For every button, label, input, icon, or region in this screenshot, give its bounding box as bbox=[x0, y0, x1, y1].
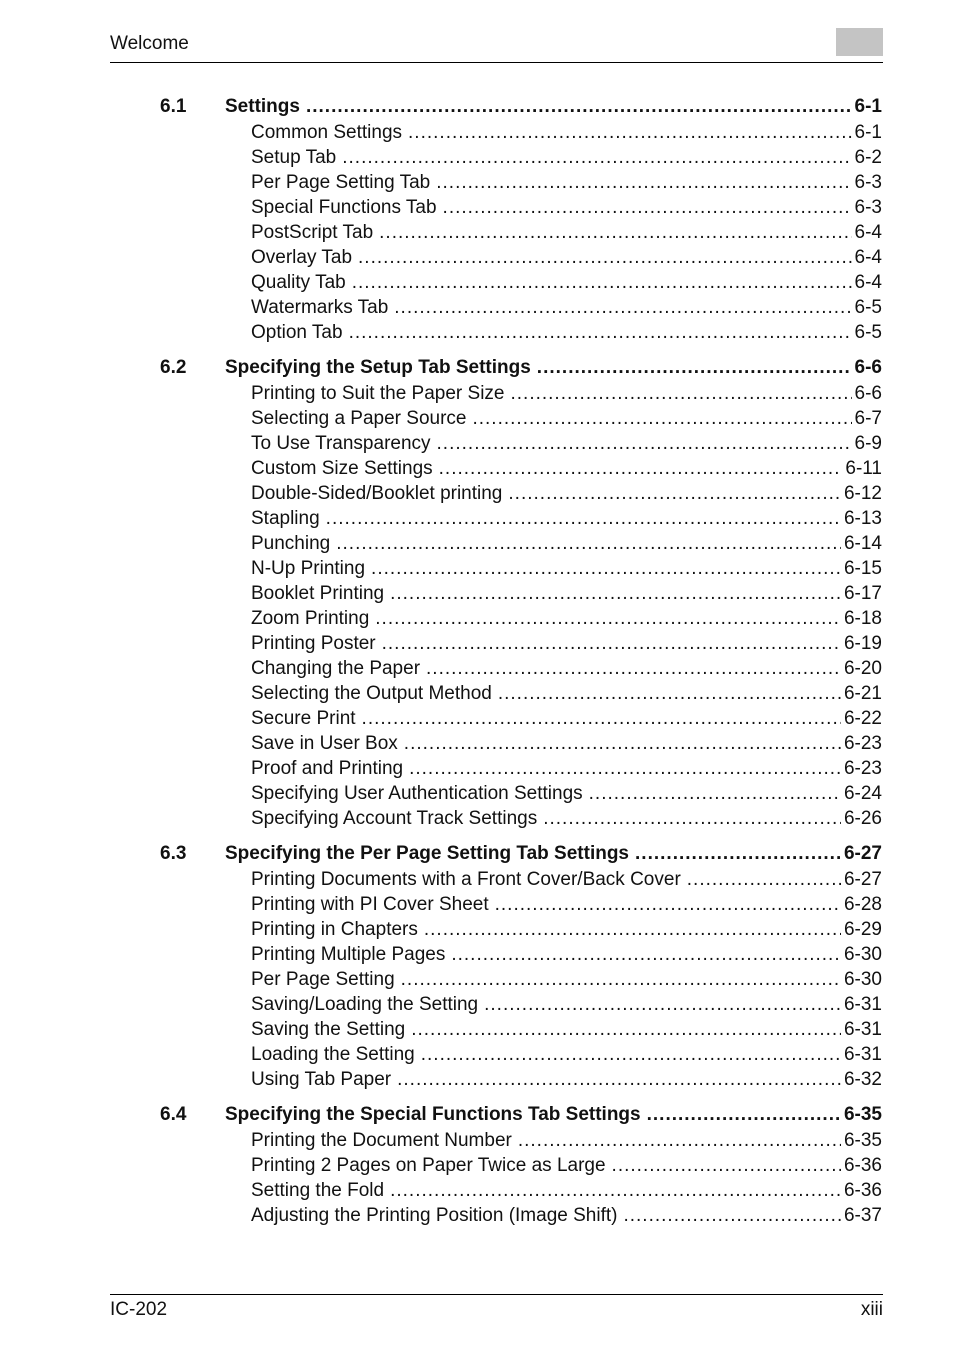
entry-page: 6-37 bbox=[843, 1205, 882, 1226]
entry-title: Secure Print bbox=[251, 708, 356, 729]
dot-leader bbox=[371, 558, 841, 580]
dot-leader bbox=[411, 1019, 841, 1041]
entry-page: 6-4 bbox=[854, 247, 882, 268]
entry-title: Specifying User Authentication Settings bbox=[251, 783, 583, 804]
entry-page: 6-18 bbox=[843, 608, 882, 629]
entry-title: Booklet Printing bbox=[251, 583, 385, 604]
entry-title: Printing to Suit the Paper Size bbox=[251, 383, 505, 404]
toc-entry[interactable] bbox=[160, 247, 882, 272]
toc-entry[interactable] bbox=[160, 172, 882, 197]
dot-leader bbox=[589, 783, 841, 805]
section-page: 6-27 bbox=[843, 843, 882, 864]
dot-leader bbox=[349, 322, 852, 344]
section-page: 6-1 bbox=[854, 96, 882, 117]
toc-entry[interactable] bbox=[160, 994, 882, 1019]
dot-leader bbox=[362, 708, 841, 730]
entry-title: N-Up Printing bbox=[251, 558, 366, 579]
entry-page: 6-27 bbox=[843, 869, 882, 890]
toc-entry[interactable] bbox=[160, 969, 882, 994]
entry-page: 6-5 bbox=[854, 322, 882, 343]
section-number: 6.4 bbox=[160, 1104, 187, 1125]
toc-section bbox=[160, 1104, 882, 1230]
toc-entry[interactable] bbox=[160, 1069, 882, 1094]
section-title: Specifying the Setup Tab Settings bbox=[225, 357, 531, 378]
header-divider bbox=[110, 62, 883, 63]
entry-page: 6-1 bbox=[854, 122, 882, 143]
entry-title: Stapling bbox=[251, 508, 320, 529]
dot-leader bbox=[623, 1205, 841, 1227]
dot-leader bbox=[306, 96, 852, 118]
entry-title: Quality Tab bbox=[251, 272, 346, 293]
section-page: 6-35 bbox=[843, 1104, 882, 1125]
toc-entry[interactable] bbox=[160, 272, 882, 297]
dot-leader bbox=[424, 919, 841, 941]
entry-page: 6-32 bbox=[843, 1069, 882, 1090]
toc-entry[interactable] bbox=[160, 1044, 882, 1069]
entry-page: 6-36 bbox=[843, 1155, 882, 1176]
entry-title: Option Tab bbox=[251, 322, 343, 343]
toc-entry[interactable] bbox=[160, 733, 882, 758]
entry-title: Common Settings bbox=[251, 122, 403, 143]
dot-leader bbox=[537, 357, 852, 379]
entry-page: 6-31 bbox=[843, 1044, 882, 1065]
footer-page-number: xiii bbox=[860, 1299, 883, 1320]
dot-leader bbox=[451, 944, 841, 966]
toc-entry[interactable] bbox=[160, 408, 882, 433]
entry-page: 6-9 bbox=[854, 433, 882, 454]
entry-title: Selecting the Output Method bbox=[251, 683, 492, 704]
entry-title: Printing Multiple Pages bbox=[251, 944, 446, 965]
toc-entry[interactable] bbox=[160, 222, 882, 247]
section-number: 6.1 bbox=[160, 96, 187, 117]
entry-page: 6-11 bbox=[845, 458, 882, 479]
dot-leader bbox=[687, 869, 841, 891]
entry-title: PostScript Tab bbox=[251, 222, 374, 243]
toc-entry[interactable] bbox=[160, 122, 882, 147]
dot-leader bbox=[443, 197, 852, 219]
toc-section-heading[interactable] bbox=[160, 843, 882, 869]
entry-page: 6-24 bbox=[843, 783, 882, 804]
entry-title: Watermarks Tab bbox=[251, 297, 389, 318]
entry-title: Changing the Paper bbox=[251, 658, 421, 679]
entry-page: 6-31 bbox=[843, 994, 882, 1015]
toc-entry[interactable] bbox=[160, 533, 882, 558]
dot-leader bbox=[498, 683, 841, 705]
entry-title: Setup Tab bbox=[251, 147, 337, 168]
toc-entry[interactable] bbox=[160, 608, 882, 633]
toc-entry[interactable] bbox=[160, 297, 882, 322]
entry-page: 6-35 bbox=[843, 1130, 882, 1151]
dot-leader bbox=[635, 843, 841, 865]
entry-page: 6-19 bbox=[843, 633, 882, 654]
toc-entry[interactable] bbox=[160, 433, 882, 458]
entry-title: Per Page Setting bbox=[251, 969, 395, 990]
entry-title: Specifying Account Track Settings bbox=[251, 808, 538, 829]
entry-page: 6-15 bbox=[843, 558, 882, 579]
entry-page: 6-4 bbox=[854, 222, 882, 243]
dot-leader bbox=[336, 533, 841, 555]
entry-title: Special Functions Tab bbox=[251, 197, 437, 218]
entry-page: 6-13 bbox=[843, 508, 882, 529]
dot-leader bbox=[518, 1130, 841, 1152]
toc-entry[interactable] bbox=[160, 944, 882, 969]
dot-leader bbox=[508, 483, 841, 505]
toc-entry[interactable] bbox=[160, 147, 882, 172]
entry-title: Printing Documents with a Front Cover/Back Cover bbox=[251, 869, 681, 890]
toc-entry[interactable] bbox=[160, 1130, 882, 1155]
toc-entry[interactable] bbox=[160, 322, 882, 347]
dot-leader bbox=[495, 894, 841, 916]
toc-entry[interactable] bbox=[160, 869, 882, 894]
dot-leader bbox=[401, 969, 841, 991]
entry-page: 6-3 bbox=[854, 172, 882, 193]
section-title: Settings bbox=[225, 96, 300, 117]
entry-page: 6-31 bbox=[843, 1019, 882, 1040]
dot-leader bbox=[390, 583, 841, 605]
entry-title: Punching bbox=[251, 533, 331, 554]
toc-entry[interactable] bbox=[160, 919, 882, 944]
dot-leader bbox=[382, 633, 841, 655]
section-number: 6.2 bbox=[160, 357, 187, 378]
dot-leader bbox=[326, 508, 841, 530]
entry-page: 6-21 bbox=[843, 683, 882, 704]
toc-entry[interactable] bbox=[160, 383, 882, 408]
toc-entry[interactable] bbox=[160, 708, 882, 733]
dot-leader bbox=[421, 1044, 841, 1066]
entry-title: Proof and Printing bbox=[251, 758, 404, 779]
entry-page: 6-23 bbox=[843, 733, 882, 754]
dot-leader bbox=[358, 247, 852, 269]
entry-page: 6-2 bbox=[854, 147, 882, 168]
toc-entry[interactable] bbox=[160, 783, 882, 808]
entry-page: 6-6 bbox=[854, 383, 882, 404]
toc-entry[interactable] bbox=[160, 1019, 882, 1044]
toc-section-heading[interactable] bbox=[160, 1104, 882, 1130]
dot-leader bbox=[408, 122, 852, 144]
header-tab-marker bbox=[836, 28, 883, 56]
toc-section bbox=[160, 96, 882, 347]
toc-entry[interactable] bbox=[160, 1180, 882, 1205]
entry-title: Double-Sided/Booklet printing bbox=[251, 483, 503, 504]
toc-entry[interactable] bbox=[160, 458, 882, 483]
entry-title: Printing 2 Pages on Paper Twice as Large bbox=[251, 1155, 606, 1176]
dot-leader bbox=[439, 458, 843, 480]
toc-section-heading[interactable] bbox=[160, 96, 882, 122]
entry-title: Zoom Printing bbox=[251, 608, 370, 629]
footer-divider bbox=[110, 1294, 883, 1295]
entry-page: 6-3 bbox=[854, 197, 882, 218]
entry-title: Printing with PI Cover Sheet bbox=[251, 894, 489, 915]
toc-entry[interactable] bbox=[160, 508, 882, 533]
entry-page: 6-5 bbox=[854, 297, 882, 318]
entry-page: 6-23 bbox=[843, 758, 882, 779]
entry-title: Printing Poster bbox=[251, 633, 376, 654]
dot-leader bbox=[543, 808, 841, 830]
entry-title: Setting the Fold bbox=[251, 1180, 385, 1201]
toc-entry[interactable] bbox=[160, 683, 882, 708]
entry-title: Custom Size Settings bbox=[251, 458, 433, 479]
entry-title: To Use Transparency bbox=[251, 433, 431, 454]
dot-leader bbox=[379, 222, 851, 244]
entry-page: 6-4 bbox=[854, 272, 882, 293]
dot-leader bbox=[375, 608, 841, 630]
entry-title: Loading the Setting bbox=[251, 1044, 415, 1065]
entry-title: Adjusting the Printing Position (Image Shift) bbox=[251, 1205, 618, 1226]
dot-leader bbox=[647, 1104, 841, 1126]
entry-page: 6-12 bbox=[843, 483, 882, 504]
toc-section bbox=[160, 357, 882, 833]
toc-entry[interactable] bbox=[160, 1205, 882, 1230]
dot-leader bbox=[409, 758, 841, 780]
toc-entry[interactable] bbox=[160, 894, 882, 919]
dot-leader bbox=[510, 383, 851, 405]
dot-leader bbox=[397, 1069, 841, 1091]
entry-title: Using Tab Paper bbox=[251, 1069, 392, 1090]
section-title: Specifying the Per Page Setting Tab Settings bbox=[225, 843, 630, 864]
dot-leader bbox=[342, 147, 851, 169]
entry-title: Printing in Chapters bbox=[251, 919, 418, 940]
section-title: Specifying the Special Functions Tab Settings bbox=[225, 1104, 641, 1125]
toc-section bbox=[160, 843, 882, 1094]
section-number: 6.3 bbox=[160, 843, 187, 864]
dot-leader bbox=[404, 733, 841, 755]
toc-entry[interactable] bbox=[160, 197, 882, 222]
entry-page: 6-30 bbox=[843, 944, 882, 965]
entry-page: 6-29 bbox=[843, 919, 882, 940]
toc-section-heading[interactable] bbox=[160, 357, 882, 383]
entry-page: 6-17 bbox=[843, 583, 882, 604]
dot-leader bbox=[484, 994, 841, 1016]
dot-leader bbox=[612, 1155, 841, 1177]
entry-page: 6-36 bbox=[843, 1180, 882, 1201]
entry-page: 6-14 bbox=[843, 533, 882, 554]
dot-leader bbox=[394, 297, 851, 319]
toc-entry[interactable] bbox=[160, 483, 882, 508]
dot-leader bbox=[390, 1180, 841, 1202]
entry-title: Printing the Document Number bbox=[251, 1130, 512, 1151]
dot-leader bbox=[437, 433, 852, 455]
toc-entry[interactable] bbox=[160, 758, 882, 783]
entry-page: 6-20 bbox=[843, 658, 882, 679]
header-title: Welcome bbox=[110, 33, 189, 54]
entry-page: 6-30 bbox=[843, 969, 882, 990]
toc-entry[interactable] bbox=[160, 583, 882, 608]
dot-leader bbox=[352, 272, 852, 294]
dot-leader bbox=[472, 408, 851, 430]
dot-leader bbox=[426, 658, 841, 680]
entry-title: Saving/Loading the Setting bbox=[251, 994, 479, 1015]
entry-title: Overlay Tab bbox=[251, 247, 353, 268]
toc-entry[interactable] bbox=[160, 658, 882, 683]
entry-title: Saving the Setting bbox=[251, 1019, 406, 1040]
entry-page: 6-7 bbox=[854, 408, 882, 429]
section-page: 6-6 bbox=[854, 357, 882, 378]
toc-entry[interactable] bbox=[160, 808, 882, 833]
toc-entry[interactable] bbox=[160, 558, 882, 583]
dot-leader bbox=[436, 172, 851, 194]
entry-title: Selecting a Paper Source bbox=[251, 408, 467, 429]
toc-entry[interactable] bbox=[160, 1155, 882, 1180]
entry-title: Save in User Box bbox=[251, 733, 398, 754]
entry-page: 6-26 bbox=[843, 808, 882, 829]
entry-page: 6-28 bbox=[843, 894, 882, 915]
toc-entry[interactable] bbox=[160, 633, 882, 658]
table-of-contents bbox=[160, 96, 882, 1240]
entry-page: 6-22 bbox=[843, 708, 882, 729]
footer-model: IC-202 bbox=[110, 1299, 168, 1320]
entry-title: Per Page Setting Tab bbox=[251, 172, 431, 193]
